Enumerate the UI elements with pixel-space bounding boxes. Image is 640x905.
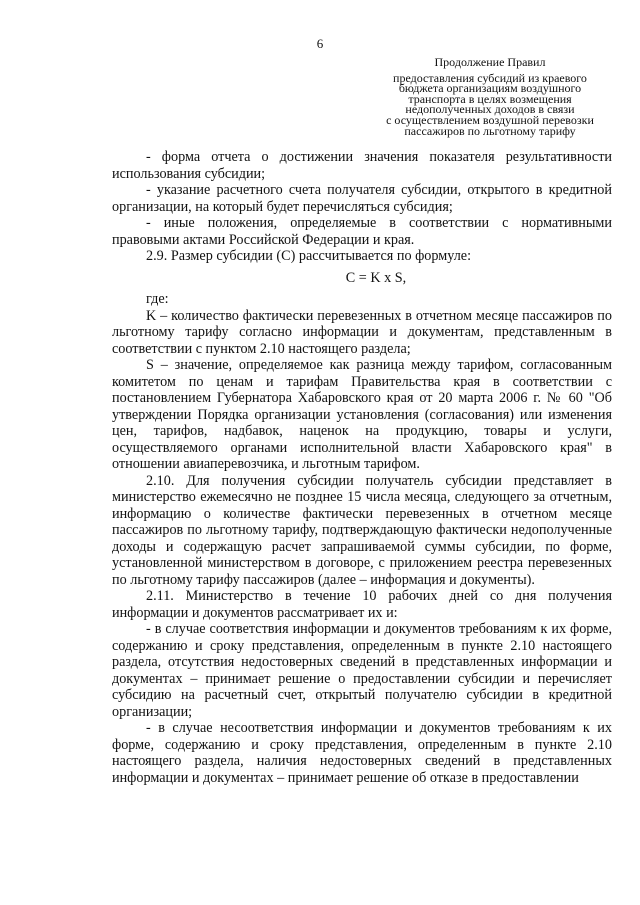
page-number: 6 [316, 36, 324, 51]
header-continuation-title: Продолжение Правил [434, 55, 546, 69]
paragraph-bank-account: - указание расчетного счета получателя субсидии, открытого в кредитной организации, на который будет перечисляться субсидия; [112, 182, 612, 215]
paragraph-2-9: 2.9. Размер субсидии (C) рассчитывается по формуле: [146, 248, 472, 264]
document-body [112, 149, 612, 786]
header-line: пассажиров по льготному тарифу [404, 123, 576, 138]
document-header [372, 57, 608, 136]
subsidy-formula: C = K x S, [345, 269, 407, 286]
header-line: недополученных доходов в связи [405, 102, 575, 117]
where-label: где: [146, 291, 169, 307]
definition-k: K – количество фактически перевезенных в отчетном месяце пассажиров по льготному тарифу согласно информации и документам, представленным в соответствии с пунктом 2.10 настоящего раздела; [112, 307, 612, 357]
paragraph-2-10: 2.10. Для получения субсидии получатель субсидии представляет в министерство ежемесячно не позднее 15 числа месяца, следующего за отчетным, информацию о количестве фактически перевезенных в отчетном месяце пассажиров по льготному тарифу, подтверждающую фактически недополученные доходы и содержащую расчет запрашиваемой суммы субсидии, по форме, установленной министерством в договоре, с приложением реестра перевезенных по льготному тарифу пассажиров (далее – информация и документы). [112, 472, 612, 588]
paragraph-2-11-item-compliance: - в случае соответствия информации и документов требованиям к их форме, содержанию и сроку представления, определенным в пункте 2.10 настоящего раздела, отсутствия недостоверных сведений в представленных информации и документах – принимает решение о предоставлении субсидии и перечисляет субсидию на расчетный счет, открытый получателю субсидии в кредитной организации; [112, 621, 612, 720]
paragraph-2-11-item-noncompliance: - в случае несоответствия информации и документов требованиям к их форме, содержанию и сроку представления, определенным в пункте 2.10 настоящего раздела, наличия недостоверных сведений в представленных информации и документах – принимает решение об отказе в предоставлении [112, 720, 612, 786]
header-line: предоставления субсидий из краевого [393, 70, 587, 85]
header-line: транспорта в целях возмещения [408, 91, 572, 106]
paragraph-other-provisions: - иные положения, определяемые в соответствии с нормативными правовыми актами Российской Федерации и края. [112, 215, 612, 248]
definition-s: S – значение, определяемое как разница между тарифом, согласованным комитетом по ценам и тарифам Правительства края в соответствии с постановлением Губернатора Хабаровского края от 20 марта 2006 г. № 60 "Об утверждении Порядка организации установления (согласования) или изменения цен, тарифов, надбавок, наценок на продукцию, товары и услуги, осуществляемого органами исполнительной власти Хабаровского края" в отношении авиаперевозчика, и льготным тарифом. [112, 357, 612, 472]
paragraph-2-11: 2.11. Министерство в течение 10 рабочих дней со дня получения информации и документов рассматривает их и: [112, 588, 612, 621]
header-line: с осуществлением воздушной перевозки [386, 112, 594, 127]
paragraph-report-form: - форма отчета о достижении значения показателя результативности использования субсидии; [112, 149, 612, 182]
header-line: бюджета организациям воздушного [398, 81, 582, 96]
